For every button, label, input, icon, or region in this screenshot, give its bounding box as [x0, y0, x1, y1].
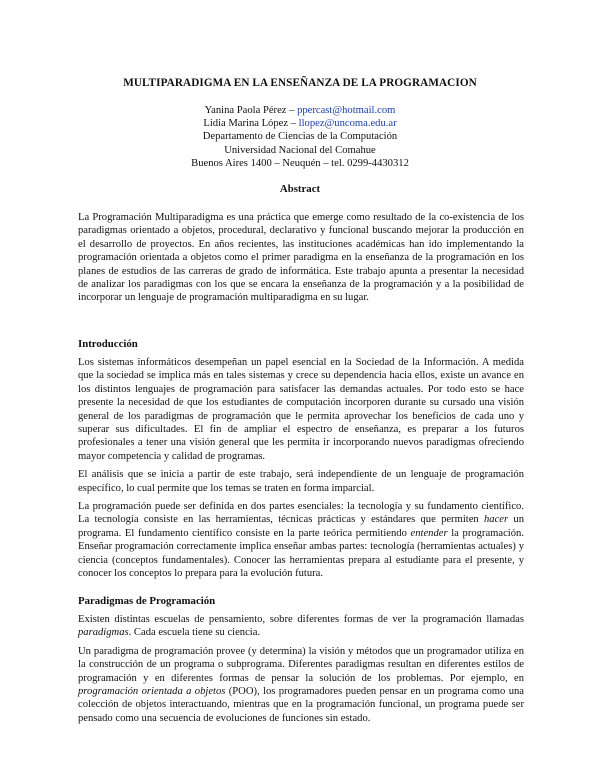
intro-heading: Introducción [78, 338, 138, 350]
intro-paragraph-1: Los sistemas informáticos desempeñan un papel esencial en la Sociedad de la Información. A medida que la sociedad se implica más en tales sistemas y crece su dependencia hacia ellos, existe un avance en los distintos lenguajes de programación para satisfacer las demandas actuales. Por todo esto se hace presente la necesidad de que los estudiantes de computación incorporen durante su cursado una visión general de los paradigmas de programación que le permita aprovechar los beneficios de cada uno y superar sus dificultades. El fin de ampliar el espectro de enseñanza, es preparar a los futuros profesionales a tener una visión general que les permita ir incorporando nuevos paradigmas ofreciendo mayor competencia y calidad de programas. [78, 357, 524, 462]
paradigms-section [78, 613, 524, 730]
author-2 [0, 117, 600, 130]
abstract-paragraph: La Programación Multiparadigma es una práctica que emerge como resultado de la co-existencia de los paradigmas orientado a objetos, procedural, declarativo y funcional buscando mejorar la producción en el desarrollo de proyectos. En años recientes, las instituciones académicas han ido implementando la programación orientada a objetos como el primer paradigma en la enseñanza de la programación en los planes de estudios de las carreras de grado de informática. Este trabajo apunta a presentar la necesidad de analizar los paradigmas con los que se encara la enseñanza de la programación y a la posibilidad de incorporar un lenguaje de programación multiparadigma en su lugar. [78, 212, 524, 304]
intro-p3-emphasis-hacer: hacer [484, 514, 509, 526]
paradigms-paragraph-1 [78, 613, 524, 640]
intro-p3-emphasis-entender: entender [410, 527, 448, 539]
intro-p3-part-b: un programa. El fundamento científico consiste en la parte teórica permitiendo [78, 514, 524, 539]
para-p2-emphasis: programación orientada a objetos [78, 686, 226, 698]
author-1-name: Yanina Paola Pérez – [204, 105, 298, 116]
affiliation-department: Departamento de Ciencias de la Computación [202, 131, 398, 143]
paper-title: MULTIPARADIGMA EN LA ENSEÑANZA DE LA PROGRAMACION [123, 77, 477, 89]
para-p1-part-b: . Cada escuela tiene su ciencia. [128, 627, 261, 639]
abstract-section [78, 211, 524, 310]
author-1-email-link[interactable]: ppercast@hotmail.com [297, 105, 396, 116]
author-block [0, 104, 600, 170]
para-p1-part-a: Existen distintas escuelas de pensamiento, sobre diferentes formas de ver la programación llamadas [78, 614, 524, 625]
intro-paragraph-2: El análisis que se inicia a partir de este trabajo, será independiente de un lenguaje de programación específico, lo cual permite que los temas se traten en forma imparcial. [78, 469, 524, 494]
abstract-heading: Abstract [279, 183, 321, 195]
paradigms-paragraph-2 [78, 645, 524, 725]
author-2-name: Lidia Marina López – [203, 118, 299, 130]
intro-paragraph-3 [78, 500, 524, 580]
para-p2-part-b: (POO), los programadores pueden pensar en un programa como una colección de objetos interactuando, mientras que en la programación funcional, un programa puede ser pensado como una secuencia de evoluciones de funciones sin estado. [78, 686, 524, 724]
author-1 [0, 104, 600, 117]
intro-section [78, 356, 524, 586]
para-p1-emphasis: paradigmas [78, 627, 129, 639]
intro-p3-part-a: La programación puede ser definida en dos partes esenciales: la tecnología y su fundamento científico. La tecnología consiste en las herramientas, técnicas prácticas y estándares que permiten [78, 501, 524, 526]
para-p2-part-a: Un paradigma de programación provee (y determina) la visión y métodos que un programador utiliza en la construcción de un programa o subprograma. Diferentes paradigmas resultan en diferentes estilos de programación y en diferentes formas de pensar la solución de los problemas. Por ejemplo, en [78, 645, 524, 684]
author-2-email-link[interactable]: llopez@uncoma.edu.ar [298, 118, 397, 130]
affiliation-address: Buenos Aires 1400 – Neuquén – tel. 0299-4430312 [191, 157, 409, 169]
affiliation-university: Universidad Nacional del Comahue [224, 144, 376, 156]
paradigms-heading: Paradigmas de Programación [78, 595, 216, 607]
intro-p3-part-c: la programación. Enseñar programación correctamente implica enseñar ambas partes: tecnología (herramientas actuales) y ciencia (conceptos fundamentales). Conocer las herramientas prepara al estudiante para el presente, y conocer los conceptos lo prepara para la evolución futura. [78, 527, 524, 580]
